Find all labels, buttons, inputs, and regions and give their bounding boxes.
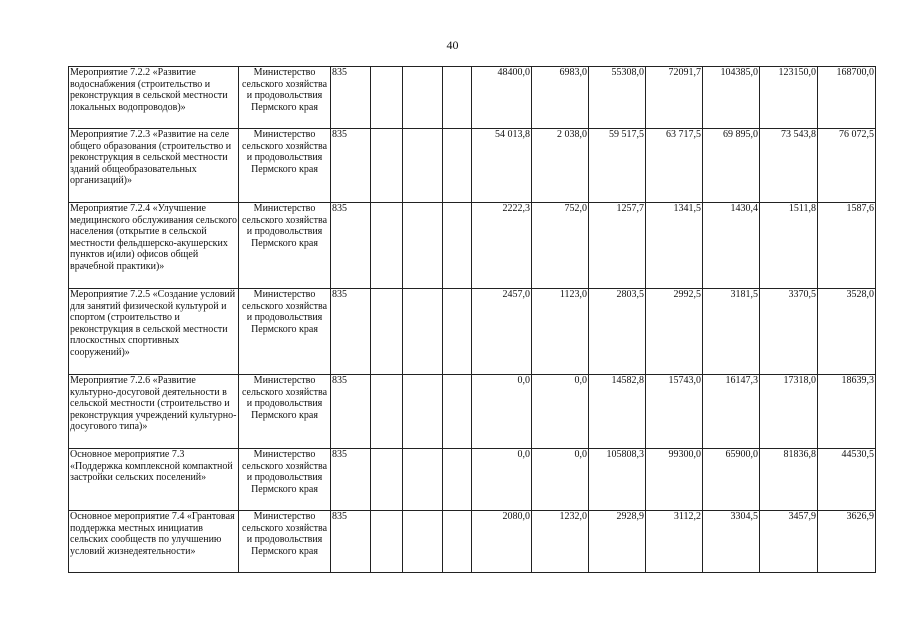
value-cell: 0,0	[532, 449, 589, 511]
empty-cell-3	[443, 449, 472, 511]
value-cell: 1430,4	[703, 203, 760, 289]
executor: Министерство сельского хозяйства и продовольствия Пермского края	[239, 449, 331, 511]
value-cell: 3457,9	[760, 511, 818, 573]
executor: Министерство сельского хозяйства и продовольствия Пермского края	[239, 289, 331, 375]
value-cell: 18639,3	[818, 375, 876, 449]
empty-cell-1	[371, 289, 403, 375]
empty-cell-2	[403, 203, 443, 289]
value-cell: 3626,9	[818, 511, 876, 573]
executor: Министерство сельского хозяйства и продовольствия Пермского края	[239, 67, 331, 129]
budget-code: 835	[331, 289, 371, 375]
value-cell: 2 038,0	[532, 129, 589, 203]
page-number: 40	[446, 38, 459, 52]
value-cell: 99300,0	[646, 449, 703, 511]
value-cell: 69 895,0	[703, 129, 760, 203]
empty-cell-3	[443, 511, 472, 573]
empty-cell-2	[403, 449, 443, 511]
value-cell: 2928,9	[589, 511, 646, 573]
value-cell: 59 517,5	[589, 129, 646, 203]
empty-cell-3	[443, 67, 472, 129]
empty-cell-1	[371, 375, 403, 449]
activity-name: Мероприятие 7.2.6 «Развитие культурно-досуговой деятельности в сельской местности (строительство и реконструкция учреждений культурно-досугового типа)»	[69, 375, 239, 449]
activity-name: Мероприятие 7.2.2 «Развитие водоснабжения (строительство и реконструкция в сельской местности локальных водопроводов)»	[69, 67, 239, 129]
activity-name: Мероприятие 7.2.3 «Развитие на селе общего образования (строительство и реконструкция в сельской местности зданий общеобразовательных организаций)»	[69, 129, 239, 203]
activity-name: Основное мероприятие 7.4 «Грантовая поддержка местных инициатив сельских сообществ по улучшению условий жизнедеятельности»	[69, 511, 239, 573]
activity-name: Мероприятие 7.2.4 «Улучшение медицинского обслуживания сельского населения (открытие в сельской местности фельдшерско-акушерских пунктов и(или) офисов общей врачебной практики)»	[69, 203, 239, 289]
value-cell: 16147,3	[703, 375, 760, 449]
activity-name: Мероприятие 7.2.5 «Создание условий для занятий физической культурой и спортом (строительство и реконструкция в сельской местности плоскостных спортивных сооружений)»	[69, 289, 239, 375]
value-cell: 63 717,5	[646, 129, 703, 203]
budget-code: 835	[331, 375, 371, 449]
budget-code: 835	[331, 449, 371, 511]
empty-cell-2	[403, 129, 443, 203]
value-cell: 2080,0	[472, 511, 532, 573]
empty-cell-2	[403, 511, 443, 573]
empty-cell-1	[371, 203, 403, 289]
value-cell: 3112,2	[646, 511, 703, 573]
value-cell: 76 072,5	[818, 129, 876, 203]
value-cell: 1232,0	[532, 511, 589, 573]
value-cell: 123150,0	[760, 67, 818, 129]
empty-cell-1	[371, 129, 403, 203]
table-row	[69, 449, 876, 511]
empty-cell-3	[443, 203, 472, 289]
budget-code: 835	[331, 67, 371, 129]
value-cell: 2992,5	[646, 289, 703, 375]
empty-cell-2	[403, 375, 443, 449]
table-row	[69, 375, 876, 449]
budget-code: 835	[331, 203, 371, 289]
executor: Министерство сельского хозяйства и продовольствия Пермского края	[239, 203, 331, 289]
value-cell: 3528,0	[818, 289, 876, 375]
value-cell: 73 543,8	[760, 129, 818, 203]
value-cell: 0,0	[472, 375, 532, 449]
value-cell: 3370,5	[760, 289, 818, 375]
value-cell: 0,0	[532, 375, 589, 449]
table-row	[69, 129, 876, 203]
value-cell: 1511,8	[760, 203, 818, 289]
value-cell: 1341,5	[646, 203, 703, 289]
value-cell: 1123,0	[532, 289, 589, 375]
value-cell: 48400,0	[472, 67, 532, 129]
empty-cell-3	[443, 129, 472, 203]
value-cell: 1257,7	[589, 203, 646, 289]
table-body	[69, 67, 876, 573]
value-cell: 105808,3	[589, 449, 646, 511]
value-cell: 3304,5	[703, 511, 760, 573]
executor: Министерство сельского хозяйства и продовольствия Пермского края	[239, 375, 331, 449]
value-cell: 54 013,8	[472, 129, 532, 203]
empty-cell-2	[403, 67, 443, 129]
value-cell: 65900,0	[703, 449, 760, 511]
empty-cell-2	[403, 289, 443, 375]
value-cell: 104385,0	[703, 67, 760, 129]
value-cell: 752,0	[532, 203, 589, 289]
value-cell: 0,0	[472, 449, 532, 511]
value-cell: 3181,5	[703, 289, 760, 375]
empty-cell-3	[443, 375, 472, 449]
value-cell: 2457,0	[472, 289, 532, 375]
value-cell: 72091,7	[646, 67, 703, 129]
table-row	[69, 289, 876, 375]
value-cell: 17318,0	[760, 375, 818, 449]
value-cell: 2803,5	[589, 289, 646, 375]
table-row	[69, 511, 876, 573]
table-row	[69, 203, 876, 289]
executor: Министерство сельского хозяйства и продовольствия Пермского края	[239, 129, 331, 203]
empty-cell-1	[371, 449, 403, 511]
value-cell: 15743,0	[646, 375, 703, 449]
value-cell: 2222,3	[472, 203, 532, 289]
table-row	[69, 67, 876, 129]
empty-cell-1	[371, 67, 403, 129]
value-cell: 1587,6	[818, 203, 876, 289]
activity-name: Основное мероприятие 7.3 «Поддержка комплексной компактной застройки сельских поселений»	[69, 449, 239, 511]
budget-table	[68, 66, 876, 573]
budget-code: 835	[331, 511, 371, 573]
value-cell: 55308,0	[589, 67, 646, 129]
value-cell: 168700,0	[818, 67, 876, 129]
value-cell: 6983,0	[532, 67, 589, 129]
value-cell: 44530,5	[818, 449, 876, 511]
empty-cell-1	[371, 511, 403, 573]
value-cell: 14582,8	[589, 375, 646, 449]
executor: Министерство сельского хозяйства и продовольствия Пермского края	[239, 511, 331, 573]
budget-code: 835	[331, 129, 371, 203]
value-cell: 81836,8	[760, 449, 818, 511]
empty-cell-3	[443, 289, 472, 375]
